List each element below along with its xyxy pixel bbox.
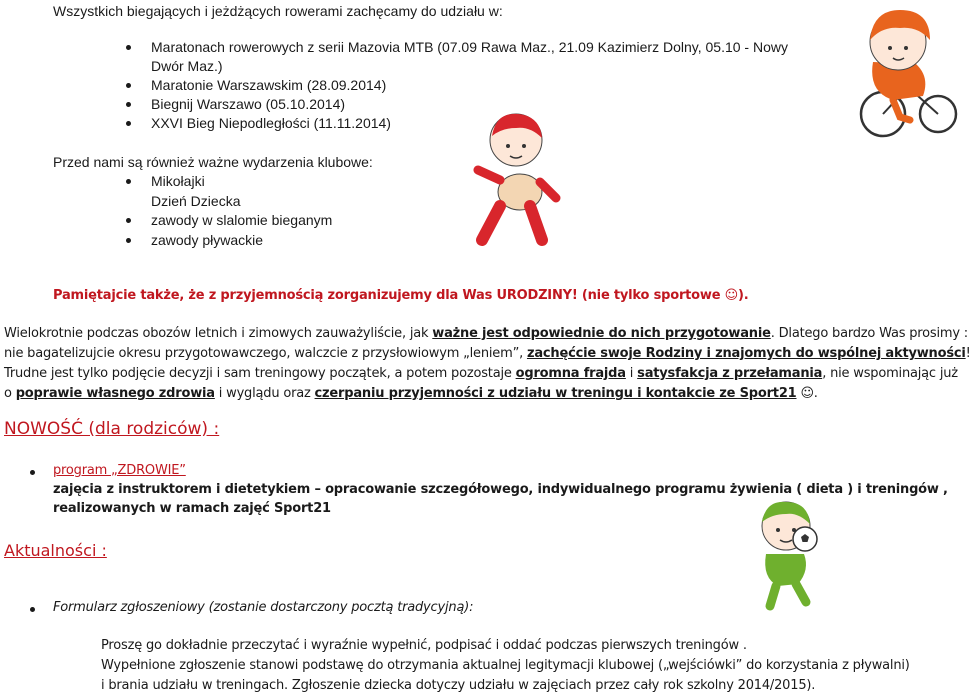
bullet-icon [30,607,35,612]
club-events-list [151,172,332,250]
form-item: Formularz zgłoszeniowy (zostanie dostarczony pocztą tradycyjną): [53,600,474,615]
birthday-note: Pamiętajcie także, że z przyjemnością zorganizujemy dla Was URODZINY! (nie tylko sportowe ☺). [53,288,749,303]
paragraph-line: nie bagatelizujcie okresu przygotowawczego, walczcie z przysłowiowym „leniem”, zachęćcie swoje Rodziny i znajomych do wspólnej aktywności! [4,346,971,361]
bullet-icon [30,470,35,475]
news-heading: Aktualności : [4,541,107,560]
list-item-continuation: Dwór Maz.) [151,58,223,74]
runner-illustration [470,110,560,250]
list-item: Mikołajki [151,172,332,192]
list-item: XXVI Bieg Niepodległości (11.11.2014) [151,114,788,133]
list-item: zawody pływackie [151,231,332,251]
paragraph-line: Wielokrotnie podczas obozów letnich i zimowych zauważyliście, jak ważne jest odpowiednie do nich przygotowanie. Dlatego bardzo Was prosimy : [4,326,968,341]
paragraph-line: Wypełnione zgłoszenie stanowi podstawę do otrzymania aktualnej legitymacji klubowej („wejściówki” do korzystania z pływalni) [101,658,910,673]
paragraph-line: o poprawie własnego zdrowia i wyglądu oraz czerpaniu przyjemności z udziału w treningu i kontakcie ze Sport21 ☺. [4,386,818,401]
list-item: Dzień Dziecka [151,192,241,209]
soccer-ball-icon [792,526,818,552]
new-heading: NOWOŚĆ (dla rodziców) : [4,419,220,439]
paragraph-line: Proszę go dokładnie przeczytać i wyraźnie wypełnić, podpisać i oddać podczas pierwszych treningów . [101,638,747,653]
paragraph-line: Trudne jest tylko podjęcie decyzji i sam treningowy początek, a potem pozostaje ogromna frajda i satysfakcja z przełamania, nie wspominając już [4,366,958,381]
program-description: zajęcia z instruktorem i dietetykiem – opracowanie szczegółowego, indywidualnego programu żywienia ( dieta ) i treningów , [53,482,948,497]
list-item: Biegnij Warszawo (05.10.2014) [151,95,788,114]
intro-text: Wszystkich biegających i jeżdżących rowerami zachęcamy do udziału w: [53,3,503,19]
club-intro: Przed nami są również ważne wydarzenia klubowe: [53,154,373,170]
paragraph-line: i brania udziału w treningach. Zgłoszenie dziecka dotyczy udziału w zajęciach przez cały rok szkolny 2014/2015). [101,678,816,693]
form-instructions [101,636,910,696]
list-item: zawody w slalomie bieganym [151,211,332,231]
program-link[interactable]: program „ZDROWIE” [53,463,186,478]
cyclist-illustration [838,2,958,152]
list-item: Maratonie Warszawskim (28.09.2014) [151,76,788,95]
program-description: realizowanych w ramach zajęć Sport21 [53,501,331,516]
soccer-illustration [748,498,828,610]
list-item: Maratonach rowerowych z serii Mazovia MTB (07.09 Rawa Maz., 21.09 Kazimierz Dolny, 05.10 - Nowy [151,39,788,55]
preparation-paragraph [4,324,971,404]
